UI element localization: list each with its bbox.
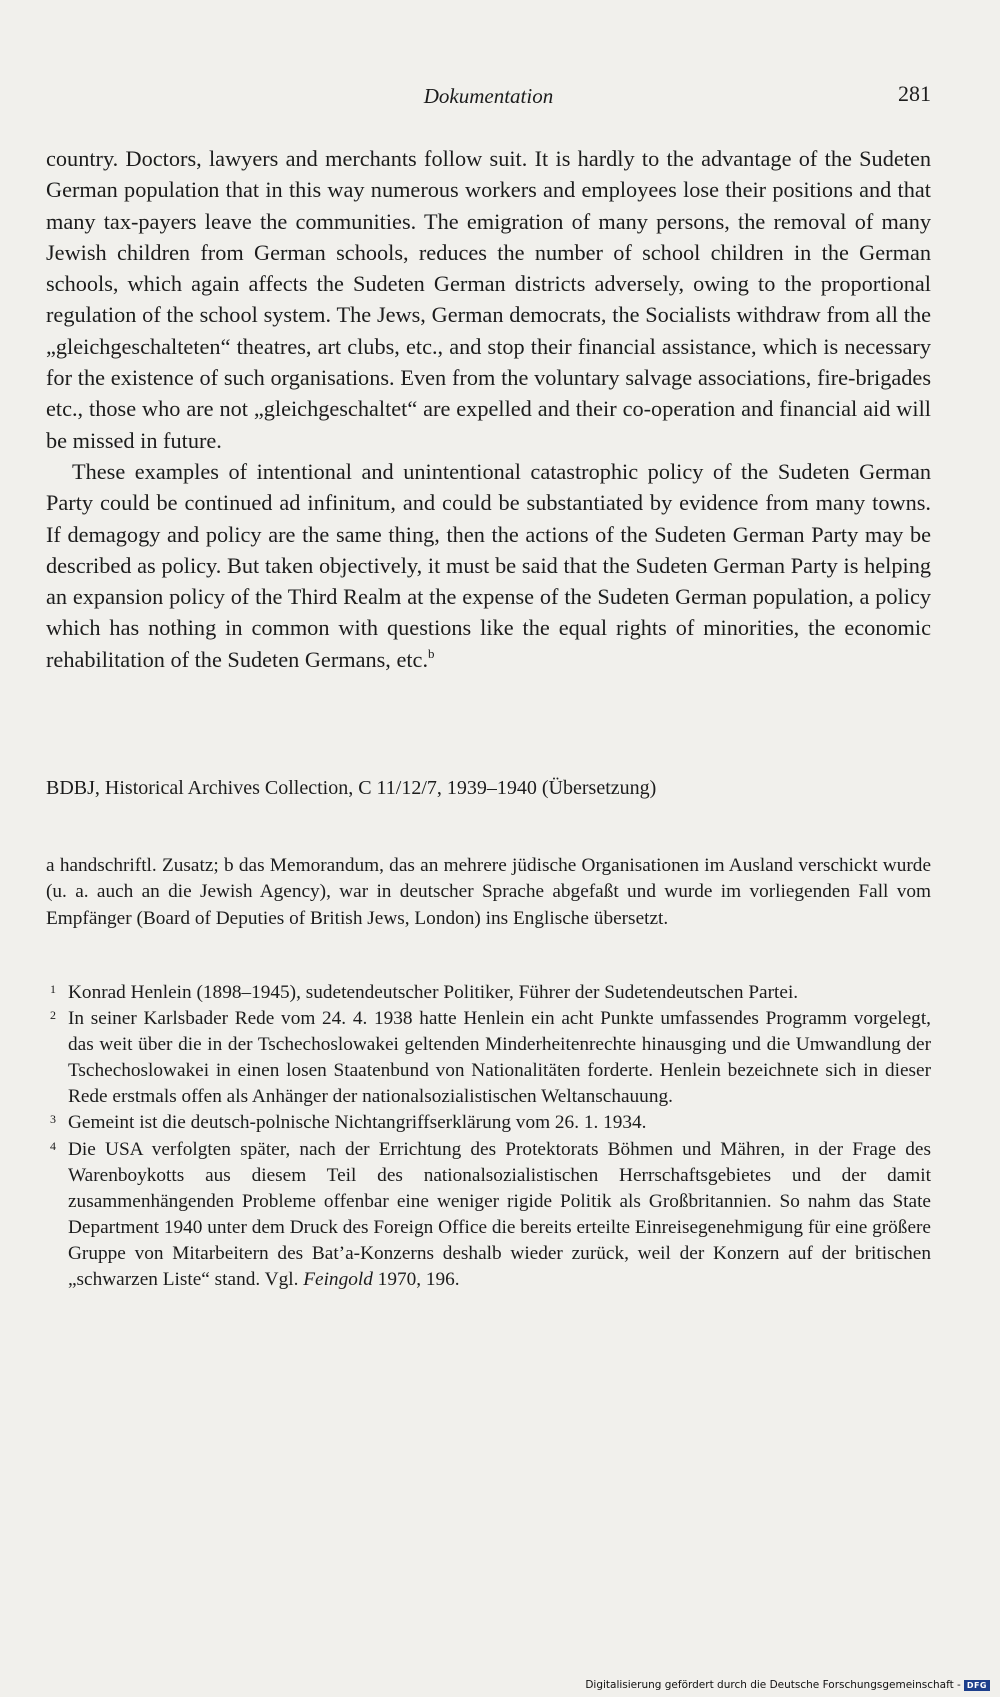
digitization-credit — [585, 1679, 990, 1691]
citation-author: Feingold — [303, 1269, 373, 1291]
page-number: 281 — [898, 81, 931, 106]
footnote-text: In seiner Karlsbader Rede vom 24. 4. 1938 hatte Henlein ein acht Punkte umfassendes Programm vorgelegt, das weit über die in der Tschechoslowakei geltenden Minderheitenrechte hinausging und die Umwandlung der Tschechoslowakei in einen losen Staatenbund von Nationalitäten forderte. Henlein bezeichnete sich in dieser Rede erstmals offen als Anhänger der nationalsozialistischen Weltanschauung. — [68, 1008, 931, 1108]
footnote-number: 2 — [50, 1008, 56, 1023]
footnote-text: Die USA verfolgten später, nach der Errichtung des Protektorats Böhmen und Mähren, in der Frage des Warenboykotts aus diesem Teil des nationalsozialistischen Herrschaftsgebietes und der damit zusammenhängenden Probleme offenbar eine weniger rigide Politik als Großbritannien. So nahm das State Department 1940 unter dem Druck des Foreign Office die bereits erteilte Einreisegenehmigung für eine größere Gruppe von Mitarbeitern des Bat’a-Konzerns deshalb wieder zurück, weil der Konzern auf der britischen „schwarzen Liste“ stand. Vgl. — [68, 1138, 931, 1291]
body-paragraph: country. Doctors, lawyers and merchants follow suit. It is hardly to the advantage of the Sudeten German population that in this way numerous workers and employees lose their positions and that many tax-payers leave the communities. The emigration of many persons, the removal of many Jewish children from German schools, reduces the number of school children in the German schools, which again affects the Sudeten German districts adversely, owing to the proportional regulation of the school system. The Jews, German democrats, the Socialists withdraw from all the „gleichgeschalteten“ theatres, art clubs, etc., and stop their financial assistance, which is necessary for the existence of such organisations. Even from the voluntary salvage associations, fire-brigades etc., those who are not „gleichgeschaltet“ are expelled and their co-operation and financial aid will be missed in future. — [46, 146, 931, 453]
running-title: Dokumentation — [423, 84, 554, 108]
footnote-number: 1 — [50, 982, 56, 996]
text-annotations: a handschriftl. Zusatz; b das Memorandum, das an mehrere jüdische Organisationen im Ausland verschickt wurde (u. a. auch an die Jewish Agency), war in deutscher Sprache abgefaßt und wurde im vorliegenden Fall vom Empfänger (Board of Deputies of British Jews, London) ins Englische übersetzt. — [46, 855, 931, 929]
dfg-logo: DFG — [964, 1680, 990, 1691]
footnote-text: Konrad Henlein (1898–1945), sudetendeutscher Politiker, Führer der Sudetendeutschen Partei. — [68, 982, 799, 1003]
paragraph-text: These examples of intentional and unintentional catastrophic policy of the Sudeten German Party could be continued ad infinitum, and could be substantiated by evidence from many towns. If demagogy and policy are the same thing, then the actions of the Sudeten German Party may be described as policy. But taken objectively, it must be said that the Sudeten German Party is helping an expansion policy of the Third Realm at the expense of the Sudeten German population, a policy which has nothing in common with questions like the equal rights of minorities, the economic rehabilitation of the Sudeten Germans, etc. — [46, 458, 931, 672]
footnote-number: 4 — [50, 1138, 56, 1153]
footnote-text: Gemeint ist die deutsch-polnische Nichtangriffserklärung vom 26. 1. 1934. — [68, 1112, 647, 1134]
source-citation: BDBJ, Historical Archives Collection, C 11/12/7, 1939–1940 (Übersetzung) — [46, 777, 657, 799]
credit-text: Digitalisierung gefördert durch die Deutsche Forschungsgemeinschaft - — [585, 1679, 961, 1691]
footnote — [46, 1110, 931, 1136]
running-head — [46, 81, 931, 114]
footnote — [46, 1006, 931, 1110]
footnotes — [46, 980, 931, 1293]
footnote-number: 3 — [50, 1112, 56, 1127]
footnote — [46, 980, 931, 1006]
body-paragraph — [46, 456, 931, 675]
citation-rest: 1970, 196. — [372, 1269, 460, 1291]
note-marker: b — [428, 645, 435, 661]
body-text — [46, 143, 931, 675]
footnote — [46, 1137, 931, 1294]
